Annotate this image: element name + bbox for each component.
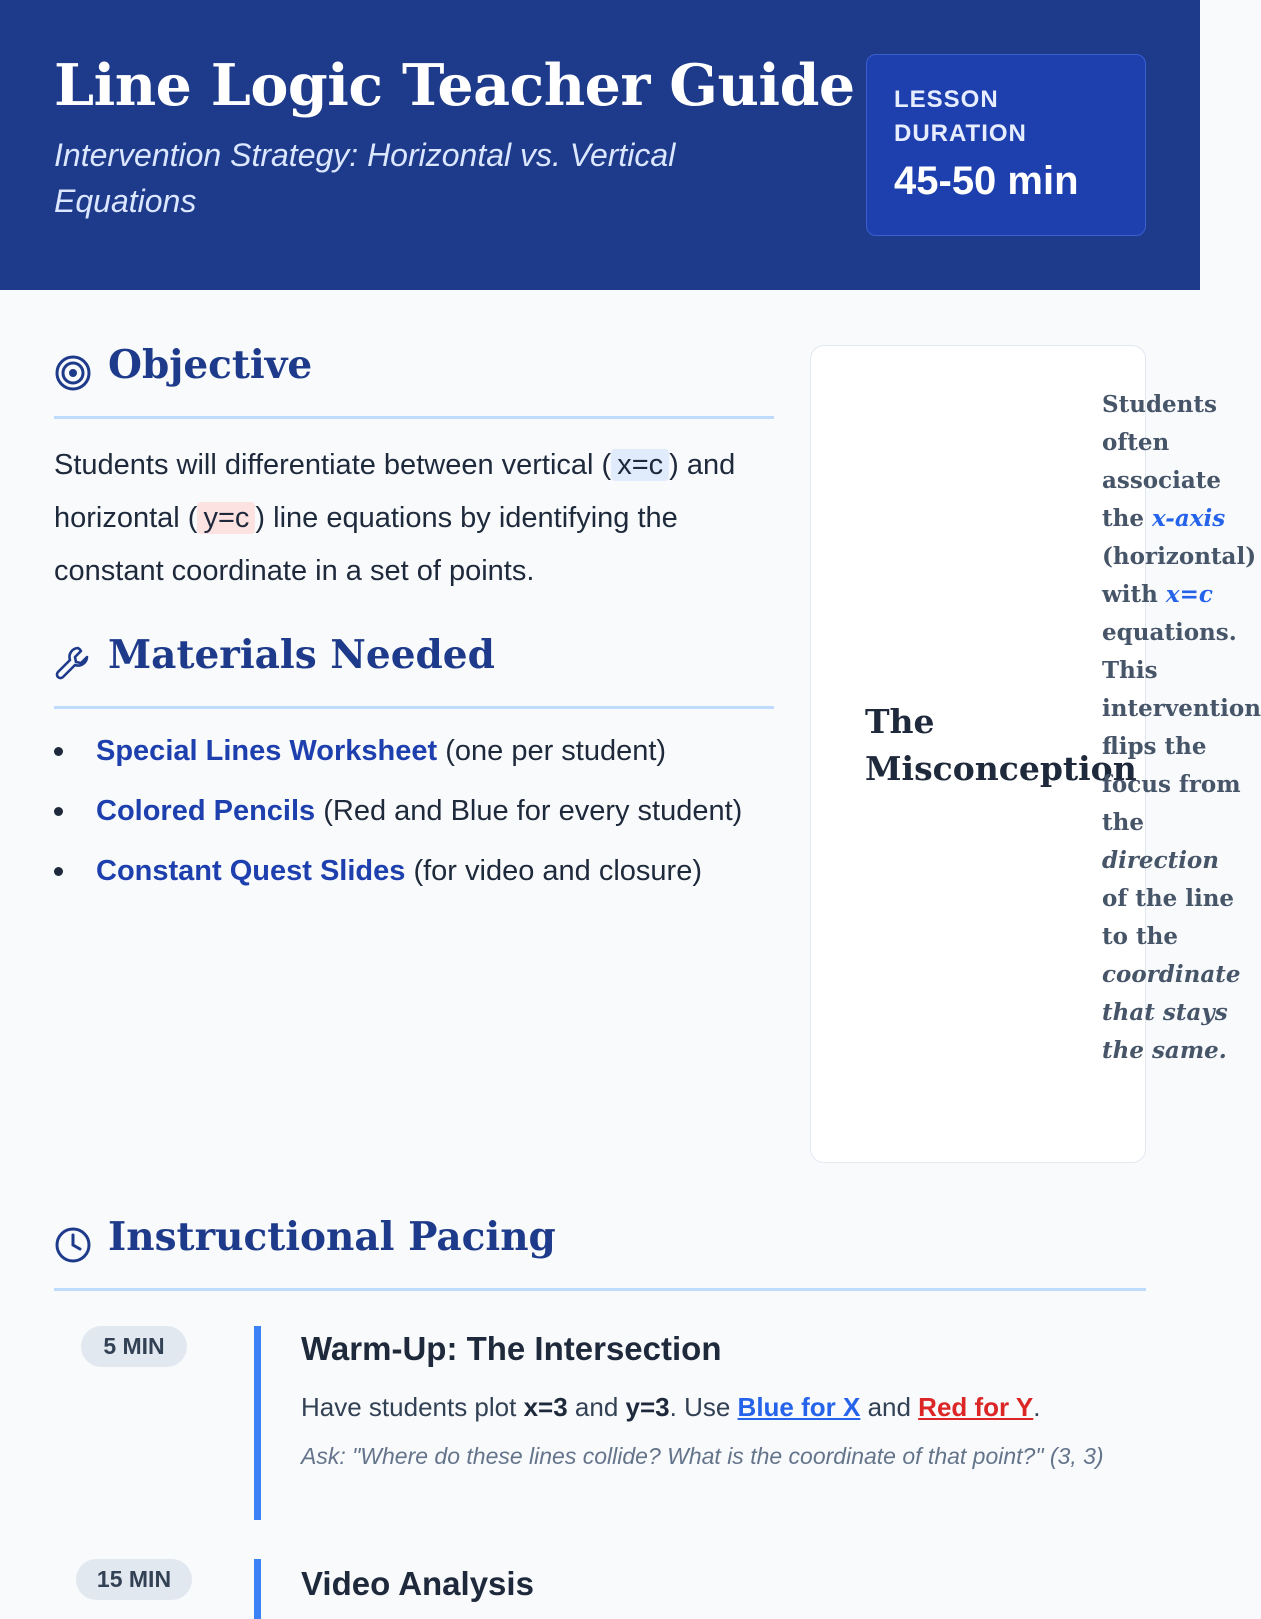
material-note: (Red and Blue for every student): [315, 795, 743, 827]
pacing-section-header: [54, 1214, 1146, 1291]
material-note: (one per student): [437, 735, 667, 767]
list-item: [54, 728, 774, 774]
misconception-text: [1102, 386, 1261, 1070]
objective-text: [54, 439, 774, 598]
direction-term: direction: [1102, 847, 1219, 874]
lesson-duration-card: [866, 54, 1146, 236]
misconception-text-part: of the line to the: [1102, 885, 1235, 950]
material-link-pencils[interactable]: Colored Pencils: [96, 795, 316, 827]
list-item: [54, 788, 774, 834]
horizontal-equation-code: y=c: [197, 502, 255, 534]
objective-heading: Objective: [108, 342, 313, 388]
objective-text-part: Students will differentiate between vertical (: [54, 449, 612, 481]
step-timeline-bar: [254, 1559, 261, 1619]
step-title: Video Analysis: [301, 1565, 534, 1602]
lesson-duration-value: 45-50 min: [894, 159, 1079, 203]
step-text-part: and: [567, 1392, 626, 1422]
target-icon: [54, 354, 92, 392]
wrench-icon: [54, 644, 92, 682]
pacing-step: [54, 1559, 1146, 1619]
clock-icon: [54, 1226, 92, 1264]
objective-text-part: ) line equations by identifying the constant coordinate in a set of points.: [54, 502, 678, 587]
blue-for-x-link[interactable]: Blue for X: [737, 1392, 861, 1422]
misconception-card: [810, 345, 1261, 1163]
lesson-duration-label: LESSON DURATION: [894, 86, 1027, 147]
misconception-text-part: equations. This intervention flips the focus from the: [1102, 619, 1261, 836]
step-duration-badge: 5 MIN: [81, 1326, 187, 1367]
material-note: (for video and closure): [405, 855, 702, 887]
red-for-y-link[interactable]: Red for Y: [918, 1392, 1034, 1422]
bullet: [54, 747, 63, 756]
objective-text-part: ) and horizontal (: [54, 449, 736, 534]
page-subtitle: Intervention Strategy: Horizontal vs. Vertical Equations: [54, 137, 676, 219]
page-title: Line Logic Teacher Guide: [54, 52, 855, 119]
equation-x: x=3: [523, 1392, 568, 1422]
equation-y: y=3: [625, 1392, 670, 1422]
materials-section-header: [54, 632, 774, 709]
step-text-part: . Use: [669, 1392, 738, 1422]
vertical-equation-code: x=c: [611, 449, 669, 481]
coordinate-term: coordinate that stays the same.: [1102, 961, 1241, 1064]
misconception-title: The Misconception: [865, 702, 1137, 788]
page-header: [0, 0, 1200, 290]
material-link-slides[interactable]: Constant Quest Slides: [96, 855, 406, 887]
step-instructions: [301, 1392, 1041, 1423]
bullet: [54, 867, 63, 876]
misconception-text-part: (horizontal) with: [1102, 543, 1257, 608]
step-text-part: .: [1033, 1392, 1041, 1422]
step-title: Warm-Up: The Intersection: [301, 1330, 722, 1367]
pacing-step: [54, 1326, 1146, 1520]
bullet: [54, 807, 63, 816]
materials-list: [54, 728, 774, 908]
misconception-text-part: Students often associate the: [1102, 391, 1222, 532]
step-text-part: and: [860, 1392, 919, 1422]
x-axis-term: x-axis: [1152, 505, 1226, 532]
step-text-part: Have students plot: [301, 1392, 524, 1422]
step-ask-prompt: Ask: "Where do these lines collide? What is the coordinate of that point?" (3, 3): [301, 1443, 1104, 1469]
step-duration-badge: 15 MIN: [76, 1559, 192, 1600]
step-timeline-bar: [254, 1326, 261, 1520]
objective-section-header: [54, 342, 774, 419]
materials-heading: Materials Needed: [108, 632, 495, 678]
pacing-heading: Instructional Pacing: [108, 1214, 556, 1260]
x-equation-term: x=c: [1165, 581, 1213, 608]
list-item: [54, 848, 774, 894]
material-link-worksheet[interactable]: Special Lines Worksheet: [96, 735, 438, 767]
